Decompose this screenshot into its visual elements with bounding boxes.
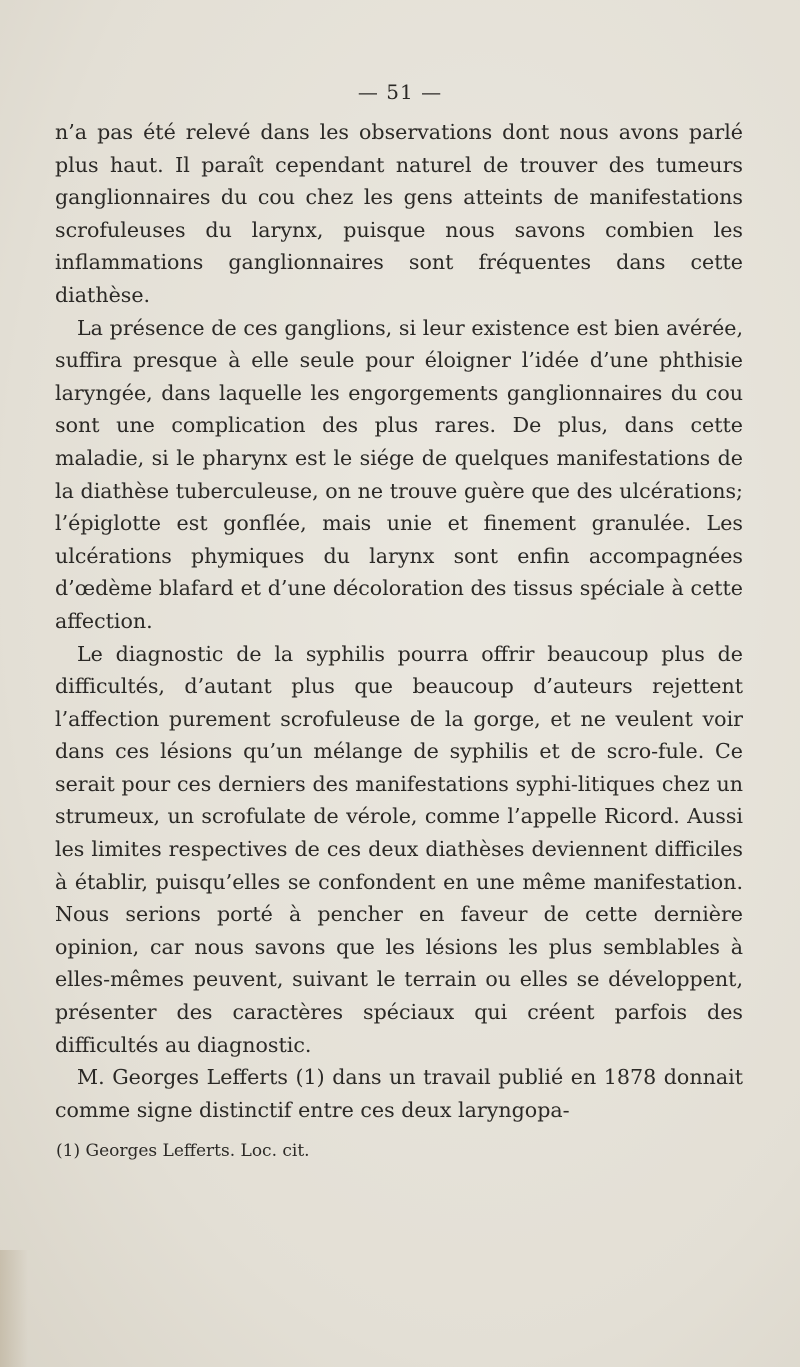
body-text: [55, 116, 743, 1126]
paragraph: La présence de ces ganglions, si leur existence est bien avérée, suffira presque à elle seule pour éloigner l’idée d’une phthisie laryngée, dans laquelle les engorgements ganglionnaires du cou sont une complication des plus rares. De plus, dans cette maladie, si le pharynx est le siége de quelques manifestations de la diathèse tuberculeuse, on ne trouve guère que des ulcérations; l’épiglotte est gonflée, mais unie et finement granulée. Les ulcérations phymiques du larynx sont enfin accompagnées d’œdème blafard et d’une décoloration des tissus spéciale à cette affection.: [55, 315, 743, 633]
paragraph: n’a pas été relevé dans les observations dont nous avons parlé plus haut. Il paraît cependant naturel de trouver des tumeurs ganglionnaires du cou chez les gens atteints de manifestations scrofuleuses du larynx, puisque nous savons combien les inflammations ganglionnaires sont fréquentes dans cette diathèse.: [55, 120, 743, 307]
page-number: — 51 —: [357, 80, 443, 104]
paragraph: Le diagnostic de la syphilis pourra offrir beaucoup plus de difficultés, d’autant plus que beaucoup d’auteurs rejettent l’affection purement scrofuleuse de la gorge, et ne veulent voir dans ces lésions qu’un mélange de syphilis et de scro-fule. Ce serait pour ces derniers des manifestations syphi-litiques chez un strumeux, un scrofulate de vérole, comme l’appelle Ricord. Aussi les limites respectives de ces deux diathèses deviennent difficiles à établir, puisqu’elles se confondent en une même manifestation. Nous serions porté à pencher en faveur de cette dernière opinion, car nous savons que les lésions les plus semblables à elles-mêmes peuvent, suivant le terrain ou elles se développent, présenter des caractères spéciaux qui créent parfois des difficultés au diagnostic.: [55, 641, 743, 1057]
page-stain: [0, 1250, 28, 1367]
footnote: (1) Georges Lefferts. Loc. cit.: [56, 1141, 310, 1161]
paragraph: M. Georges Lefferts (1) dans un travail publié en 1878 donnait comme signe distinctif entre ces deux laryngopa-: [55, 1065, 743, 1122]
